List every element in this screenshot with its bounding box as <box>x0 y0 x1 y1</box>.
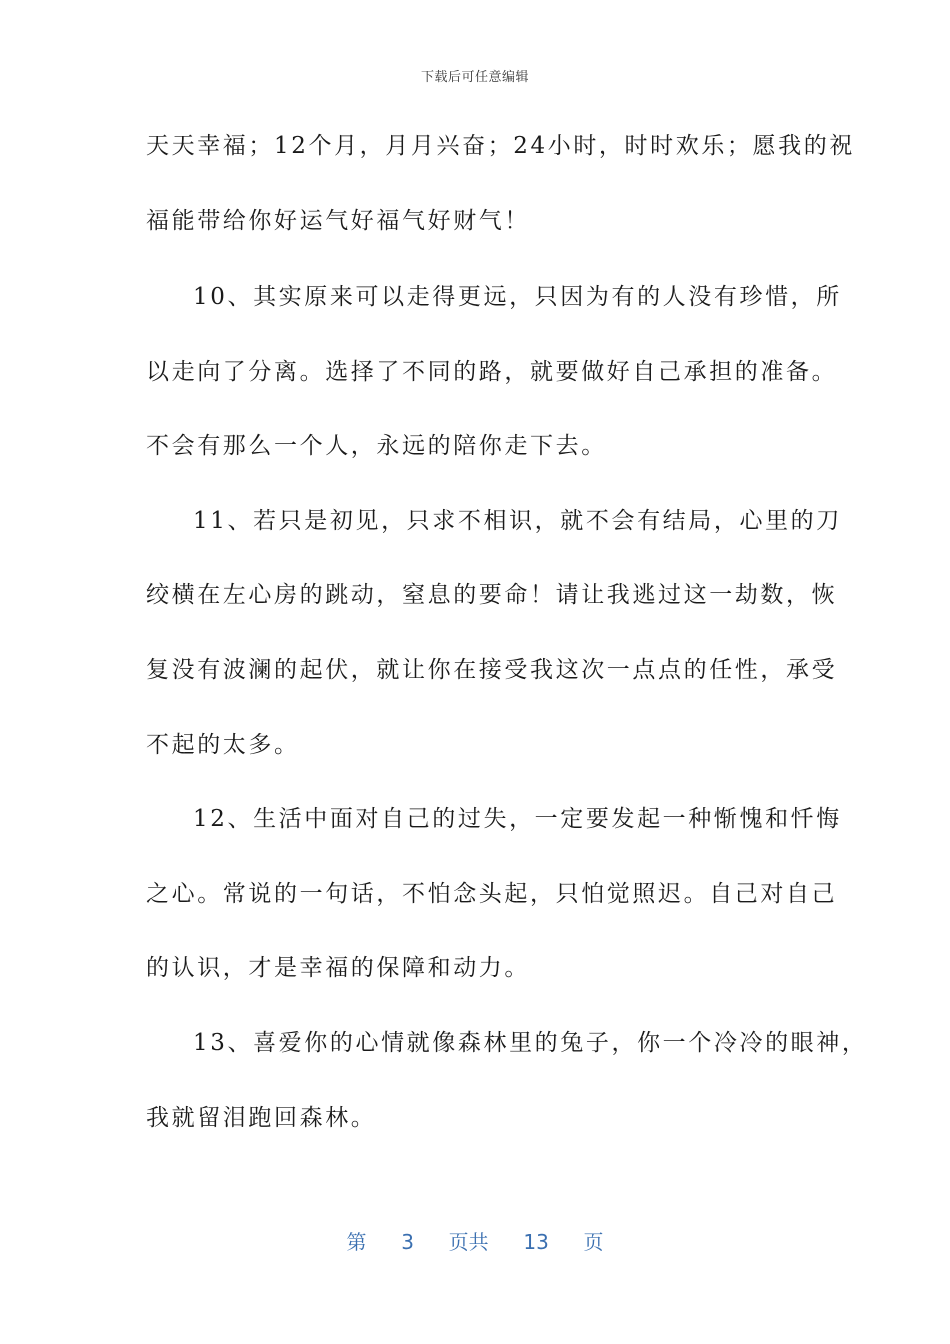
footer-suffix: 页 <box>583 1230 604 1254</box>
text-line: 福能带给你好运气好福气好财气！ <box>146 208 530 234</box>
total-pages-number: 13 <box>523 1230 549 1254</box>
footer-prefix: 第 <box>346 1230 367 1254</box>
text-line: 不会有那么一个人，永远的陪你走下去。 <box>146 433 607 459</box>
text-line: 天天幸福；12个月，月月兴奋；24小时，时时欢乐；愿我的祝 <box>146 133 855 159</box>
page-footer <box>0 1226 950 1255</box>
footer-middle: 页共 <box>448 1230 489 1254</box>
page-header: 下载后可任意编辑 <box>420 70 529 85</box>
text-line: 我就留泪跑回森林。 <box>146 1105 377 1131</box>
text-line: 10、其实原来可以走得更远，只因为有的人没有珍惜，所 <box>193 284 842 310</box>
text-line: 之心。常说的一句话，不怕念头起，只怕觉照迟。自己对自己 <box>146 881 838 907</box>
text-line: 的认识，才是幸福的保障和动力。 <box>146 955 530 981</box>
text-line: 11、若只是初见，只求不相识，就不会有结局，心里的刀 <box>193 508 842 534</box>
text-line: 不起的太多。 <box>146 732 300 758</box>
text-line: 13、喜爱你的心情就像森林里的兔子，你一个冷冷的眼神， <box>193 1030 868 1056</box>
text-line: 以走向了分离。选择了不同的路，就要做好自己承担的准备。 <box>146 359 838 385</box>
text-line: 12、生活中面对自己的过失，一定要发起一种惭愧和忏悔 <box>193 806 842 832</box>
text-line: 复没有波澜的起伏，就让你在接受我这次一点点的任性，承受 <box>146 657 838 683</box>
current-page-number: 3 <box>401 1230 414 1254</box>
text-line: 绞横在左心房的跳动，窒息的要命！请让我逃过这一劫数，恢 <box>146 582 838 608</box>
